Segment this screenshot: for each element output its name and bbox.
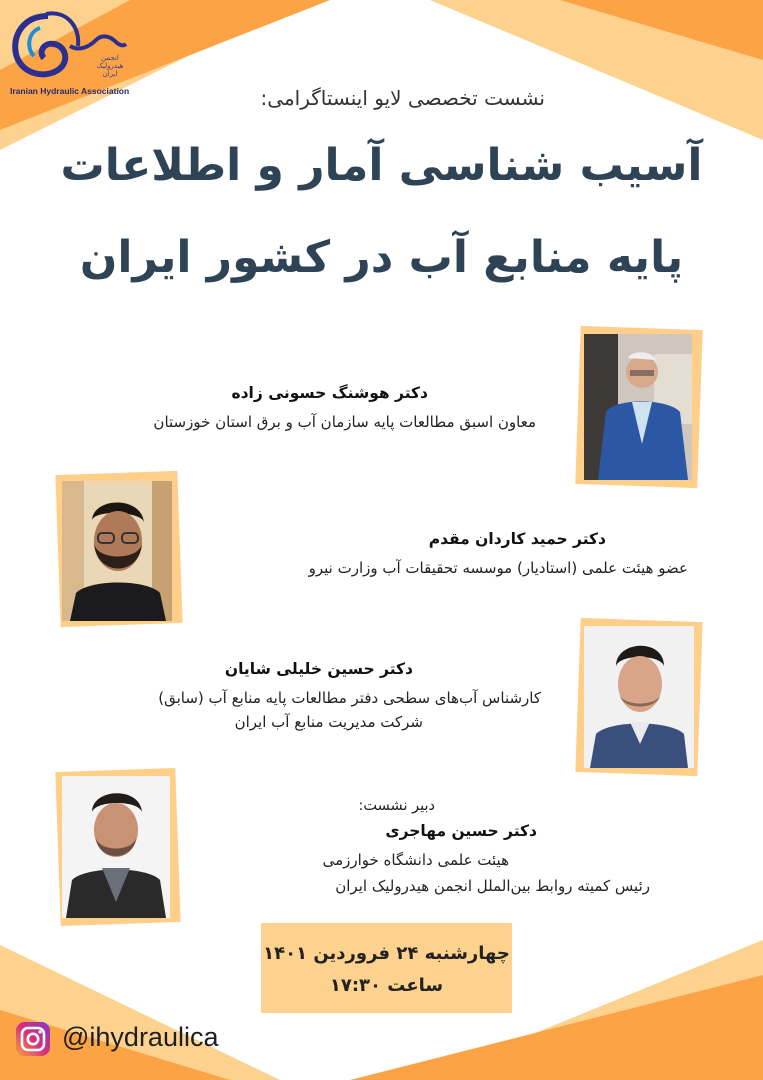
speaker-3-photo (578, 620, 700, 774)
logo-caption-en: Iranian Hydraulic Association (10, 86, 130, 96)
event-title-line-2: پایه منابع آب در کشور ایران (79, 232, 684, 283)
moderator-label: دبیر نشست: (358, 798, 435, 814)
speaker-3-role-line-1: کارشناس آب‌های سطحی دفتر مطالعات پایه منابع آب (سابق) (158, 689, 541, 707)
speaker-1-name: دکتر هوشنگ حسونی زاده (231, 384, 428, 402)
speaker-2-role: عضو هیئت علمی (استادیار) موسسه تحقیقات آب وزارت نیرو (308, 559, 688, 577)
speaker-2-photo (58, 473, 180, 625)
instagram-handle[interactable]: @ihydraulica (62, 1022, 219, 1052)
speaker-3-role-line-2: شرکت مدیریت منابع آب ایران (234, 713, 423, 731)
association-logo (8, 6, 128, 98)
speaker-1-photo (578, 328, 700, 486)
moderator-name: دکتر حسین مهاجری (385, 822, 537, 840)
speaker-3-name: دکتر حسین خلیلی شایان (224, 660, 413, 678)
event-subtitle: نشست تخصصی لایو اینستاگرامی: (260, 86, 545, 110)
event-time: ساعت ۱۷:۳۰ (329, 975, 444, 996)
event-title-line-1: آسیب شناسی آمار و اطلاعات (60, 140, 703, 191)
instagram-icon (16, 1022, 50, 1056)
moderator-role-line-1: هیئت علمی دانشگاه خوارزمی (322, 851, 509, 869)
event-date-box (261, 923, 512, 1013)
event-date: چهارشنبه ۲۴ فروردین ۱۴۰۱ (263, 943, 510, 964)
logo-caption-fa: انجمن هیدرولیک ایران (96, 54, 124, 78)
speaker-2-name: دکتر حمید کاردان مقدم (428, 530, 606, 548)
moderator-role-line-2: رئیس کمیته روابط بین‌الملل انجمن هیدرولیک ایران (335, 877, 650, 895)
moderator-photo (58, 770, 178, 924)
speaker-1-role: معاون اسبق مطالعات پایه سازمان آب و برق استان خوزستان (153, 413, 536, 431)
